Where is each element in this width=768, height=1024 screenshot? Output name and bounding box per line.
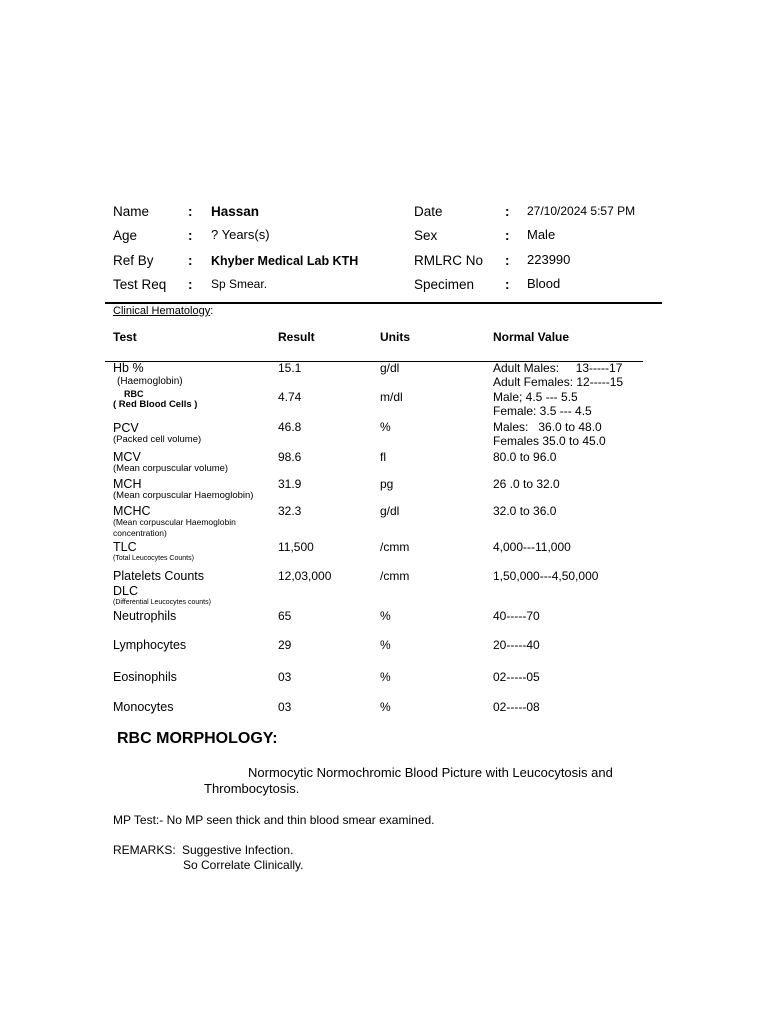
header-normal-value: Normal Value [493, 330, 570, 344]
monocytes-units: % [380, 700, 391, 714]
monocytes-test-name: Monocytes [113, 700, 174, 714]
remarks-label: REMARKS: [113, 843, 176, 857]
dlc-test-name: DLC [113, 584, 139, 598]
platelets-result: 12,03,000 [278, 569, 332, 583]
date-label: Date [414, 204, 443, 219]
sex-label: Sex [414, 228, 438, 243]
mcv-units: fl [380, 450, 386, 464]
tlc-result: 11,500 [278, 540, 314, 554]
mchc-normal-range: 32.0 to 36.0 [493, 504, 557, 518]
rmlrc-number: 223990 [527, 252, 571, 267]
rbc-normal-range-male: Male; 4.5 --- 5.5 [493, 390, 578, 404]
tlc-units: /cmm [380, 540, 410, 554]
lymphocytes-normal-range: 20-----40 [493, 638, 540, 652]
neutrophils-result: 65 [278, 609, 292, 623]
pcv-test-name: PCV [113, 421, 139, 435]
pcv-units: % [380, 420, 391, 434]
remarks-line-1: Suggestive Infection. [182, 843, 294, 857]
morphology-text: Normocytic Normochromic Blood Picture with Leucocytosis and Thrombocytosis. [204, 765, 613, 796]
hb-normal-range-female: Adult Females: 12-----15 [493, 375, 624, 389]
remarks-line-2: So Correlate Clinically. [183, 858, 304, 872]
name-label: Name [113, 204, 150, 219]
mch-normal-range: 26 .0 to 32.0 [493, 477, 560, 491]
rbc-test-name: RBC [124, 389, 144, 399]
age-label: Age [113, 228, 138, 243]
sex-separator: : [505, 228, 510, 243]
hb-test-name: Hb % [113, 361, 144, 375]
eosinophils-result: 03 [278, 670, 292, 684]
rbc-result: 4.74 [278, 390, 302, 404]
age-separator: : [188, 228, 193, 243]
pcv-result: 46.8 [278, 420, 302, 434]
hb-units: g/dl [380, 361, 400, 375]
test-req-separator: : [188, 277, 193, 292]
eosinophils-normal-range: 02-----05 [493, 670, 540, 684]
header-units: Units [380, 330, 410, 344]
rbc-units: m/dl [380, 390, 403, 404]
mch-test-name: MCH [113, 477, 142, 491]
specimen-separator: : [505, 277, 510, 292]
header-result: Result [278, 330, 315, 344]
platelets-test-name: Platelets Counts [113, 569, 205, 583]
name-separator: : [188, 204, 193, 219]
mp-test-note: MP Test:- No MP seen thick and thin blood smear examined. [113, 813, 435, 827]
specimen-label: Specimen [414, 277, 475, 292]
rmlrc-label: RMLRC No [414, 253, 484, 268]
mch-test-subtitle: (Mean corpuscular Haemoglobin) [113, 490, 254, 501]
mchc-test-name: MCHC [113, 504, 151, 518]
tlc-test-subtitle: (Total Leucocytes Counts) [113, 555, 194, 562]
lymphocytes-test-name: Lymphocytes [113, 638, 187, 652]
patient-name: Hassan [211, 204, 260, 219]
mcv-test-subtitle: (Mean corpuscular volume) [113, 463, 229, 474]
monocytes-result: 03 [278, 700, 292, 714]
mcv-normal-range: 80.0 to 96.0 [493, 450, 557, 464]
section-title-text: Clinical Hematology [113, 305, 211, 317]
test-req-label: Test Req [113, 277, 167, 292]
platelets-normal-range: 1,50,000---4,50,000 [493, 569, 599, 583]
monocytes-normal-range: 02-----08 [493, 700, 540, 714]
rbc-normal-range-female: Female: 3.5 --- 4.5 [493, 404, 592, 418]
header-test: Test [113, 330, 137, 344]
rmlrc-separator: : [505, 253, 510, 268]
platelets-units: /cmm [380, 569, 410, 583]
mchc-result: 32.3 [278, 504, 302, 518]
tlc-normal-range: 4,000---11,000 [493, 540, 571, 554]
pcv-normal-range-male: Males: 36.0 to 48.0 [493, 420, 602, 434]
section-title [113, 305, 213, 318]
specimen-value: Blood [527, 276, 561, 291]
mchc-test-subtitle-line1: (Mean corpuscular Haemoglobin [113, 517, 236, 527]
eosinophils-test-name: Eosinophils [113, 670, 177, 684]
patient-age: ? Years(s) [211, 227, 270, 242]
report-date: 27/10/2024 5:57 PM [527, 204, 636, 218]
hb-normal-range-male: Adult Males: 13-----17 [493, 361, 623, 375]
neutrophils-test-name: Neutrophils [113, 609, 177, 623]
ref-by-value: Khyber Medical Lab KTH [211, 254, 359, 268]
date-separator: : [505, 204, 510, 219]
mchc-units: g/dl [380, 504, 400, 518]
neutrophils-normal-range: 40-----70 [493, 609, 540, 623]
patient-sex: Male [527, 227, 556, 242]
lymphocytes-result: 29 [278, 638, 292, 652]
mch-result: 31.9 [278, 477, 302, 491]
pcv-normal-range-female: Females 35.0 to 45.0 [493, 434, 606, 448]
hb-result: 15.1 [278, 361, 302, 375]
header-divider [105, 302, 662, 304]
rbc-test-subtitle: ( Red Blood Cells ) [113, 399, 198, 410]
ref-by-separator: : [188, 253, 193, 268]
dlc-test-subtitle: (Differential Leucocytes counts) [113, 599, 211, 606]
mcv-test-name: MCV [113, 450, 141, 464]
mcv-result: 98.6 [278, 450, 302, 464]
test-req-value: Sp Smear. [211, 277, 268, 291]
section-title-suffix: : [210, 305, 214, 317]
pcv-test-subtitle: (Packed cell volume) [113, 434, 202, 445]
lymphocytes-units: % [380, 638, 391, 652]
mch-units: pg [380, 477, 394, 491]
hb-test-subtitle: (Haemoglobin) [117, 376, 183, 387]
mchc-test-subtitle-line2: concentration) [113, 528, 167, 538]
tlc-test-name: TLC [113, 540, 137, 554]
eosinophils-units: % [380, 670, 391, 684]
morphology-title: RBC MORPHOLOGY: [117, 730, 278, 747]
neutrophils-units: % [380, 609, 391, 623]
ref-by-label: Ref By [113, 253, 154, 268]
